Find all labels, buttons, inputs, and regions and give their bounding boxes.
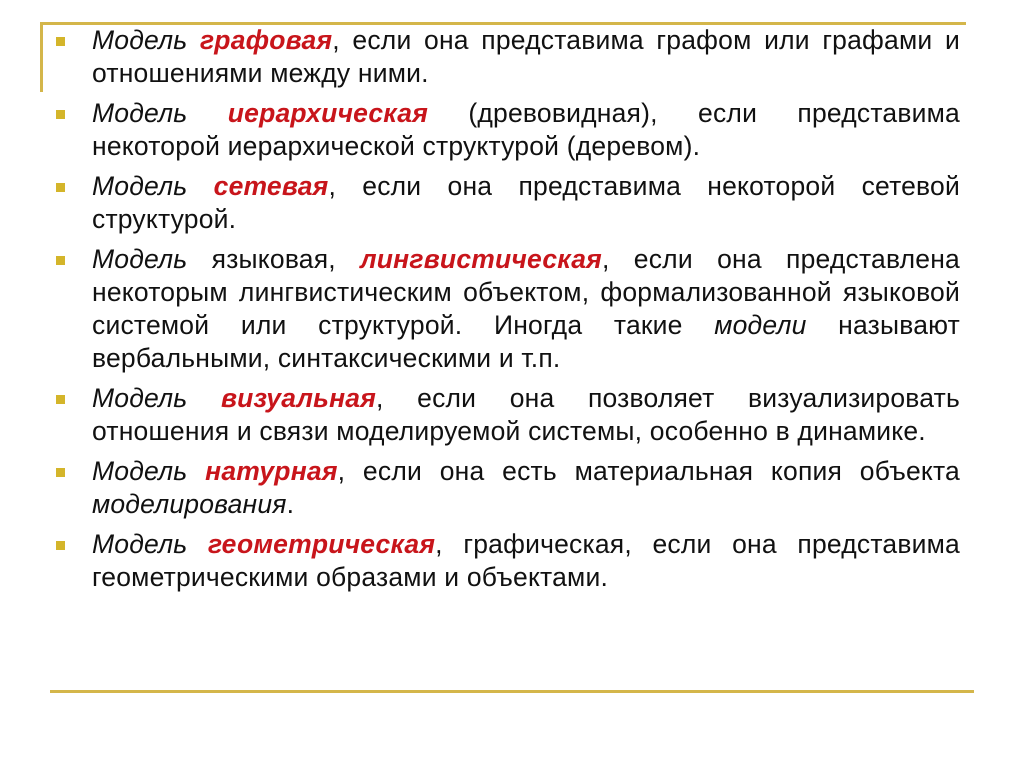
item-tail: . [286,489,295,519]
item-term: геометрическая [208,529,436,559]
item-lead: Модель [92,25,188,55]
item-term: визуальная [220,383,377,413]
item-term: графовая [199,25,333,55]
item-text [92,382,960,448]
item-body: , если она представима некоторой сетевой структурой. [92,171,960,234]
bullet-list [52,24,960,601]
item-term: лингвистическая [360,244,602,274]
item-body: , если она представима графом или графами и отношениями между ними. [92,25,960,88]
item-term: сетевая [213,171,329,201]
item-text [92,170,960,236]
list-item [52,24,960,90]
item-lead: Модель [92,383,188,413]
item-mid: языковая, [187,244,361,274]
item-text [92,243,960,375]
list-item [52,528,960,594]
list-item [52,243,960,375]
bullet-icon [56,468,65,477]
item-lead: Модель [92,244,188,274]
item-lead: Модель [92,171,188,201]
item-lead: Модель [92,529,188,559]
item-body: , графическая, если она представима геометрическими образами и объектами. [92,529,960,592]
item-italic: модели [714,310,807,340]
bullet-icon [56,395,65,404]
bullet-icon [56,256,65,265]
list-item [52,170,960,236]
item-text [92,24,960,90]
item-text [92,97,960,163]
bullet-icon [56,110,65,119]
list-item [52,382,960,448]
item-term: иерархическая [227,98,429,128]
item-body: , если она представлена некоторым лингвистическим объектом, формализованной языковой системой или структурой. Иногда такие [92,244,960,340]
item-lead: Модель [92,456,188,486]
item-lead: Модель [92,98,188,128]
left-rule [40,22,43,92]
item-italic: моделирования [92,489,287,519]
bullet-icon [56,541,65,550]
item-body: (древовидная), если представима некоторой иерархической структурой (деревом). [92,98,960,161]
item-body: , если она позволяет визуализировать отношения и связи моделируемой системы, особенно в динамике. [92,383,960,446]
item-body: , если она есть материальная копия объекта [337,456,960,486]
item-tail: называют вербальными, синтаксическими и т.п. [92,310,960,373]
item-text [92,455,960,521]
list-item [52,455,960,521]
bullet-icon [56,37,65,46]
item-term: натурная [205,456,338,486]
bottom-rule [50,690,974,693]
bullet-icon [56,183,65,192]
list-item [52,97,960,163]
item-text [92,528,960,594]
